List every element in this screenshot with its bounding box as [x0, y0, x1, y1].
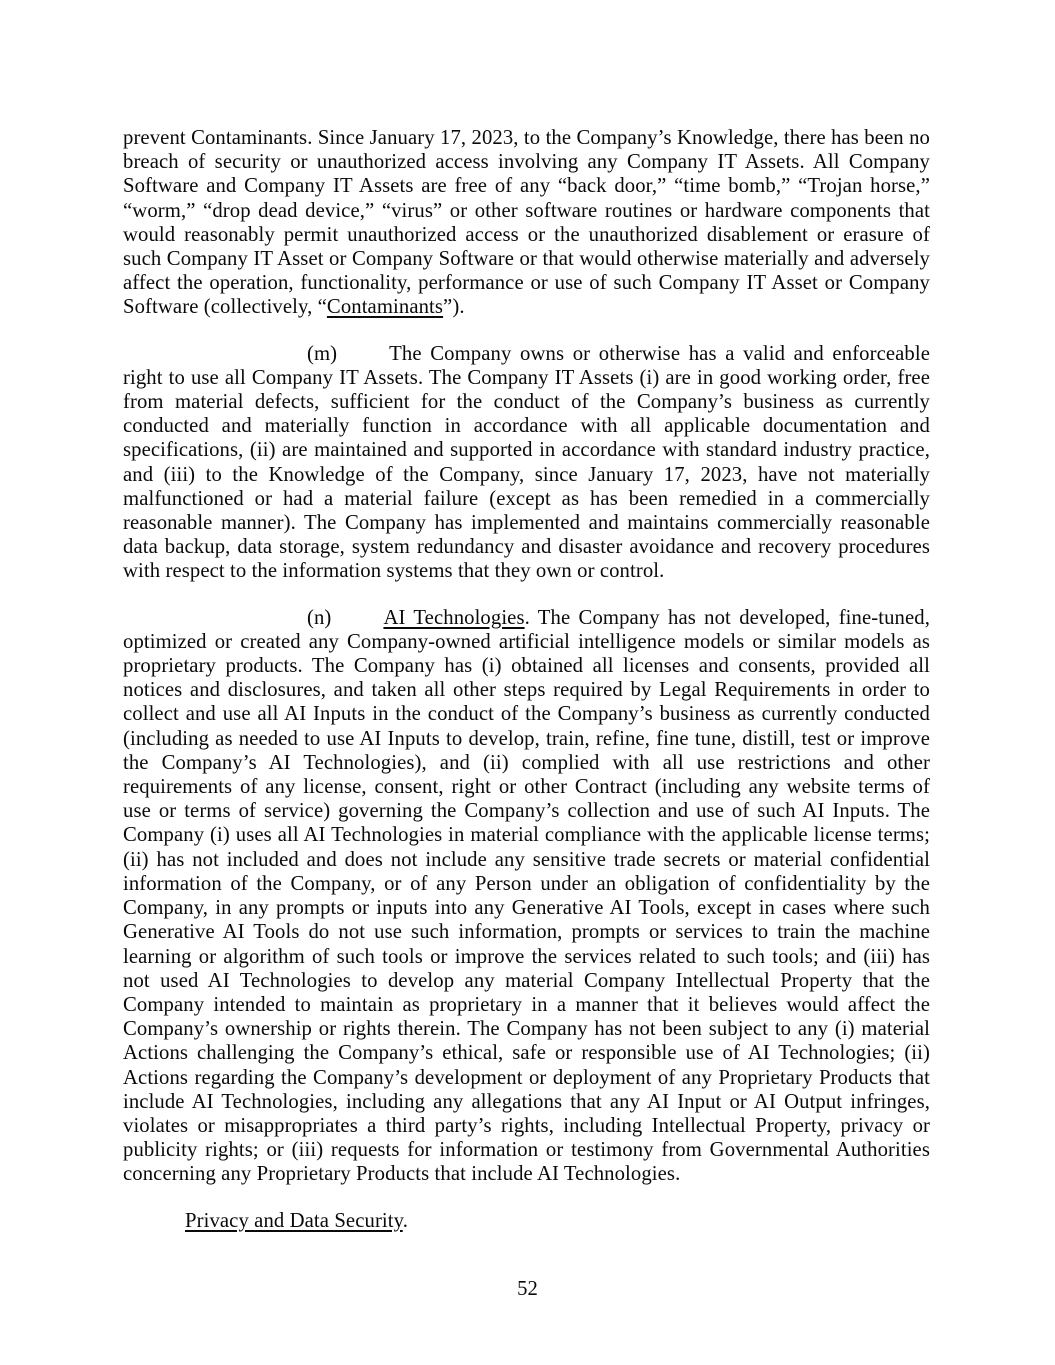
- heading-privacy-and-data-security: [123, 1209, 930, 1233]
- underlined-term: Privacy and Data Security: [185, 1209, 403, 1232]
- paragraph-n-ai-technologies: [123, 606, 930, 1187]
- underlined-term: AI Technologies: [383, 606, 525, 629]
- underlined-term: Contaminants: [326, 296, 444, 319]
- text-run: (m): [307, 342, 338, 365]
- page-number: 52: [517, 1278, 538, 1300]
- text-run: (n): [307, 606, 332, 629]
- text-run: The Company owns or otherwise has a valid and enforceable right to use all Company IT Assets. The Company IT Assets (i) are in good working order, free from material defects, sufficient for the conduct of the Company’s business as currently conducted and materially function in accordance with all applicable documentation and specifications, (ii) are maintained and supported in accordance with standard industry practice, and (iii) to the Knowledge of the Company, since January 17, 2023, have not materially malfunctioned or had a material failure (except as has been remedied in a commercially reasonable manner). The Company has implemented and maintains commercially reasonable data backup, data storage, system redundancy and disaster avoidance and recovery procedures with respect to the information systems that they own or control.: [123, 342, 930, 583]
- text-run: ”).: [443, 296, 465, 319]
- paragraph-m-it-assets: [123, 342, 930, 584]
- document-body: [123, 126, 930, 1233]
- text-run: prevent Contaminants. Since January 17, 2023, to the Company’s Knowledge, there has been no breach of security or unauthorized access involving any Company IT Assets. All Company Software and Company IT Assets are free of any “back door,” “time bomb,” “Trojan horse,” “worm,” “drop dead device,” “virus” or other software routines or hardware components that would reasonably permit unauthorized access or the unauthorized disablement or erasure of such Company IT Asset or Company Software or that would otherwise materially and adversely affect the operation, functionality, performance or use of such Company IT Asset or Company Software (collectively, “: [123, 127, 930, 319]
- text-run: .: [402, 1209, 409, 1232]
- paragraph-contaminants: [123, 126, 930, 320]
- text-run: . The Company has not developed, fine-tuned, optimized or created any Company-owned artificial intelligence models or similar models as proprietary products. The Company has (i) obtained all licenses and consents, provided all notices and disclosures, and taken all other steps required by Legal Requirements in order to collect and use all AI Inputs in the conduct of the Company’s business as currently conducted (including as needed to use AI Inputs to develop, train, refine, fine tune, distill, test or improve the Company’s AI Technologies), and (ii) complied with all use restrictions and other requirements of any license, consent, right or other Contract (including any website terms of use or terms of service) governing the Company’s collection and use of such AI Inputs. The Company (i) uses all AI Technologies in material compliance with the applicable license terms; (ii) has not included and does not include any sensitive trade secrets or material confidential information of the Company, or of any Person under an obligation of confidentiality by the Company, in any prompts or inputs into any Generative AI Tools, except in cases where such Generative AI Tools do not use such information, prompts or services to train the machine learning or algorithm of such tools or improve the services related to such tools; and (iii) has not used AI Technologies to develop any material Company Intellectual Property that the Company intended to maintain as proprietary in a manner that it believes would affect the Company’s ownership or rights therein. The Company has not been subject to any (i) material Actions challenging the Company’s ethical, safe or responsible use of AI Technologies; (ii) Actions regarding the Company’s development or deployment of any Proprietary Products that include AI Technologies, including any allegations that any AI Input or AI Output infringes, violates or misappropriates a third party’s rights, including Intellectual Property, privacy or publicity rights; or (iii) requests for information or testimony from Governmental Authorities concerning any Proprietary Products that include AI Technologies.: [123, 606, 930, 1186]
